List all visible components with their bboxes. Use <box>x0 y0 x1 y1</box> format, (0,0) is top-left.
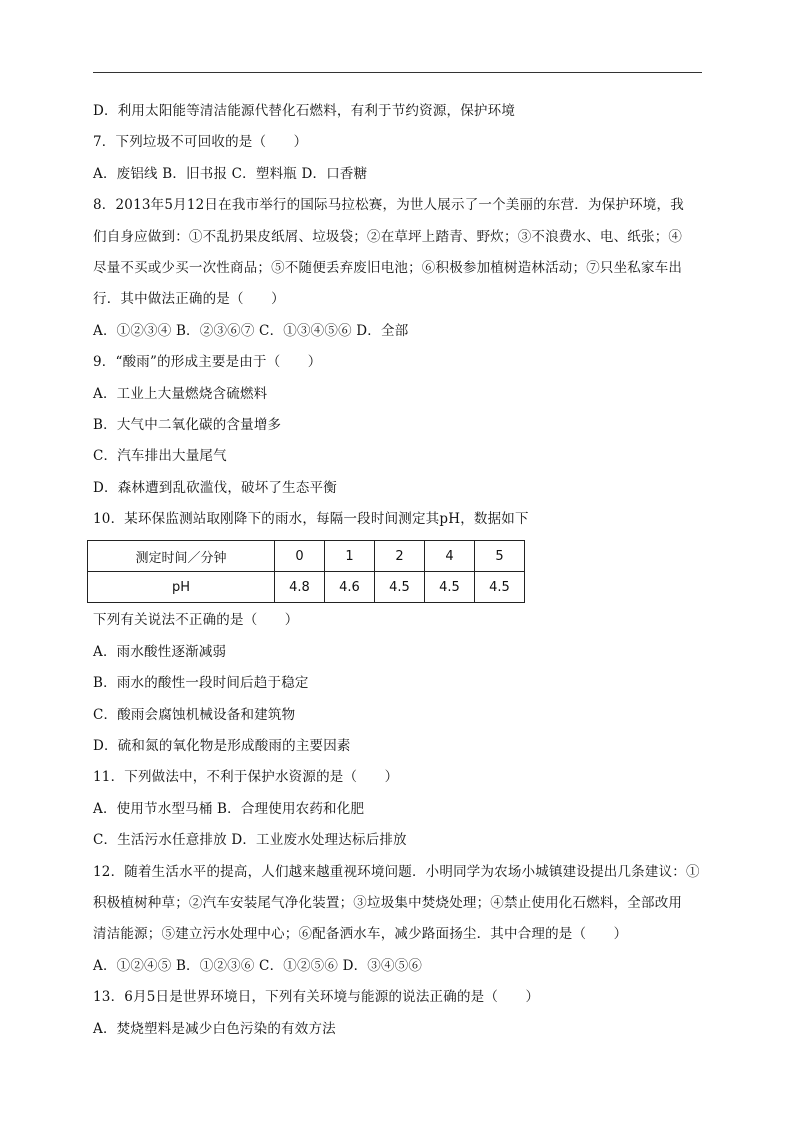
text-line: A．①②③④ B．②③⑥⑦ C．①③④⑤⑥ D．全部 <box>93 322 409 339</box>
text-line: C．酸雨会腐蚀机械设备和建筑物 <box>93 706 296 723</box>
time-row-header: 测定时间／分钟 <box>88 541 275 572</box>
text-line: 8．2013年5月12日在我市举行的国际马拉松赛，为世人展示了一个美丽的东营．为保护环境，我 <box>93 197 684 214</box>
ph-cell: 4.6 <box>325 572 375 603</box>
text-line: A．雨水酸性逐渐减弱 <box>93 643 227 660</box>
ph-row <box>88 572 525 603</box>
text-line: 下列有关说法不正确的是（ ） <box>93 612 299 629</box>
text-line: 10．某环保监测站取刚降下的雨水，每隔一段时间测定其pH，数据如下 <box>93 511 529 528</box>
ph-row-header: pH <box>88 572 275 603</box>
text-line: 积极植树种草；②汽车安装尾气净化装置；③垃圾集中焚烧处理；④禁止使用化石燃料，全部改用 <box>93 894 683 911</box>
time-row <box>88 541 525 572</box>
text-line: D．利用太阳能等清洁能源代替化石燃料，有利于节约资源，保护环境 <box>93 103 516 119</box>
text-line: B．大气中二氧化碳的含量增多 <box>93 416 282 433</box>
text-line: 们自身应做到：①不乱扔果皮纸屑、垃圾袋；②在草坪上踏青、野炊；③不浪费水、电、纸张；④ <box>93 228 683 245</box>
document-body <box>93 98 705 1047</box>
time-cell: 4 <box>425 541 475 572</box>
questions-before-table <box>93 98 705 537</box>
text-line: A．使用节水型马桶 B．合理使用农药和化肥 <box>93 800 365 817</box>
time-cell: 1 <box>325 541 375 572</box>
ph-cell: 4.5 <box>425 572 475 603</box>
text-line: 12．随着生活水平的提高，人们越来越重视环境问题．小明同学为农场小城镇建设提出几条建议：① <box>93 863 700 880</box>
questions-after-table <box>93 607 705 1046</box>
text-line: 9．“酸雨”的形成主要是由于（ ） <box>93 354 322 371</box>
ph-cell: 4.5 <box>375 572 425 603</box>
text-line: 清洁能源；⑤建立污水处理中心；⑥配备洒水车，减少路面扬尘．其中合理的是（ ） <box>93 926 628 943</box>
text-line: A．焚烧塑料是减少白色污染的有效方法 <box>93 1020 336 1037</box>
text-line: D．森林遭到乱砍滥伐，破坏了生态平衡 <box>93 479 337 496</box>
text-line: 11．下列做法中，不利于保护水资源的是（ ） <box>93 769 399 786</box>
time-cell: 0 <box>275 541 325 572</box>
time-cell: 5 <box>475 541 525 572</box>
header-rule <box>93 72 702 73</box>
text-line: C．生活污水任意排放 D．工业废水处理达标后排放 <box>93 832 407 849</box>
text-line: C．汽车排出大量尾气 <box>93 448 227 465</box>
ph-cell: 4.5 <box>475 572 525 603</box>
text-line: 13．6月5日是世界环境日，下列有关环境与能源的说法正确的是（ ） <box>93 989 540 1006</box>
text-line: A．工业上大量燃烧含硫燃料 <box>93 385 268 402</box>
text-line: 尽量不买或少买一次性商品；⑤不随便丢弃废旧电池；⑥积极参加植树造林活动；⑦只坐私家车出 <box>93 259 683 276</box>
text-line: B．雨水的酸性一段时间后趋于稳定 <box>93 675 309 692</box>
ph-cell: 4.8 <box>275 572 325 603</box>
text-line: 7．下列垃圾不可回收的是（ ） <box>93 134 308 151</box>
text-line: A．废铝线 B．旧书报 C．塑料瓶 D．口香糖 <box>93 165 368 182</box>
text-line: A．①②④⑤ B．①②③⑥ C．①②⑤⑥ D．③④⑤⑥ <box>93 957 423 974</box>
text-line: 行．其中做法正确的是（ ） <box>93 291 285 308</box>
time-cell: 2 <box>375 541 425 572</box>
ph-data-table <box>87 540 525 603</box>
text-line: D．硫和氮的氧化物是形成酸雨的主要因素 <box>93 738 351 755</box>
